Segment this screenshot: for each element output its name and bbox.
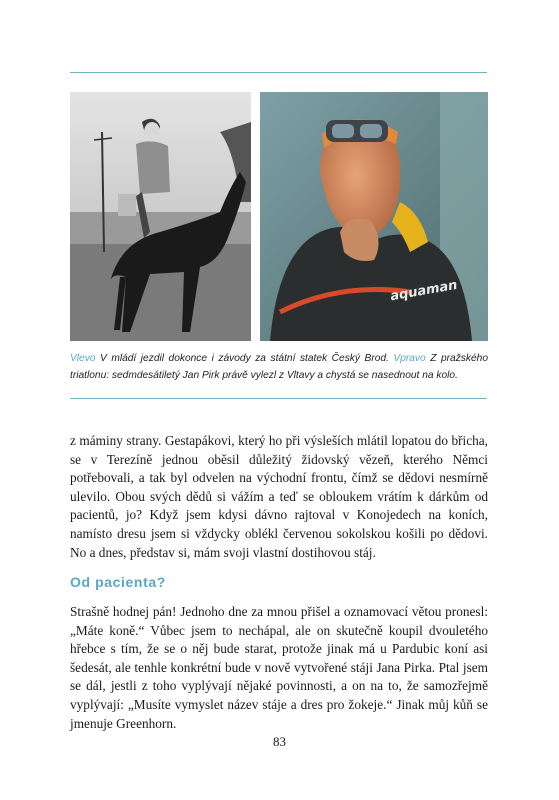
body-paragraph: Strašně hodnej pán! Jednoho dne za mnou přišel a oznamovací větou pronesl: „Máte koně.“ Vůbec jsem to nechápal, ale on skutečně koupil dvouletého hřebce s tím, že se o něj bude starat, protože jinak má u Pardubic koní asi šedesát, ale tenhle konkrétní bude v nově vytvořené stáji Jana Pirka. Ptal jsem se dál, jestli z toho vyplývají nějaké povinnosti, a on na to, že samozřejmě vyplývají: „Musíte vymyslet název stáje a dres pro žokeje.“ Jinak můj kůň se jmenuje Greenhorn.: [70, 604, 488, 731]
triathlete-image: [260, 92, 488, 341]
section-heading: Od pacienta?: [70, 574, 166, 590]
caption-label-left: Vlevo: [70, 353, 96, 364]
wetsuit-brand-text: aquaman: [389, 277, 459, 305]
page-number: 83: [273, 734, 286, 749]
horse-rider-image: [70, 92, 251, 341]
body-paragraph: z máminy strany. Gestapákovi, který ho při výsleších mlátil lopatou do břicha, se v Terezíně jednou oběsil důležitý židovský vězeň, kterého Němci potřebovali, a tak byl odvelen na východní frontu, čímž se dědovi nesmírně ulevilo. Obou svých dědů si vážím a teď se obloukem vrátím k dárkům od pacientů, jo? Když jsem kdysi dávno rajtoval v Konojedech na koních, namísto dresu jsem si vždycky oblékl červenou sokolskou košili po dědovi. No a dnes, představ si, mám svoji vlastní dostihovou stáj.: [70, 433, 488, 560]
caption-text-right: Z pražského triatlonu: sedmdesátiletý Jan Pirk právě vylezl z Vltavy a chystá se nasednout na kolo.: [70, 353, 488, 381]
caption-text-left: V mládí jezdil dokonce i závody za státní statek Český Brod.: [95, 353, 394, 364]
photo-caption: [70, 350, 488, 384]
caption-label-right: Vpravo: [393, 353, 426, 364]
photo-triathlete-wetsuit: [260, 92, 488, 341]
top-divider: [70, 72, 487, 73]
bottom-divider: [70, 398, 487, 399]
photo-young-rider-on-horse: [70, 92, 251, 341]
